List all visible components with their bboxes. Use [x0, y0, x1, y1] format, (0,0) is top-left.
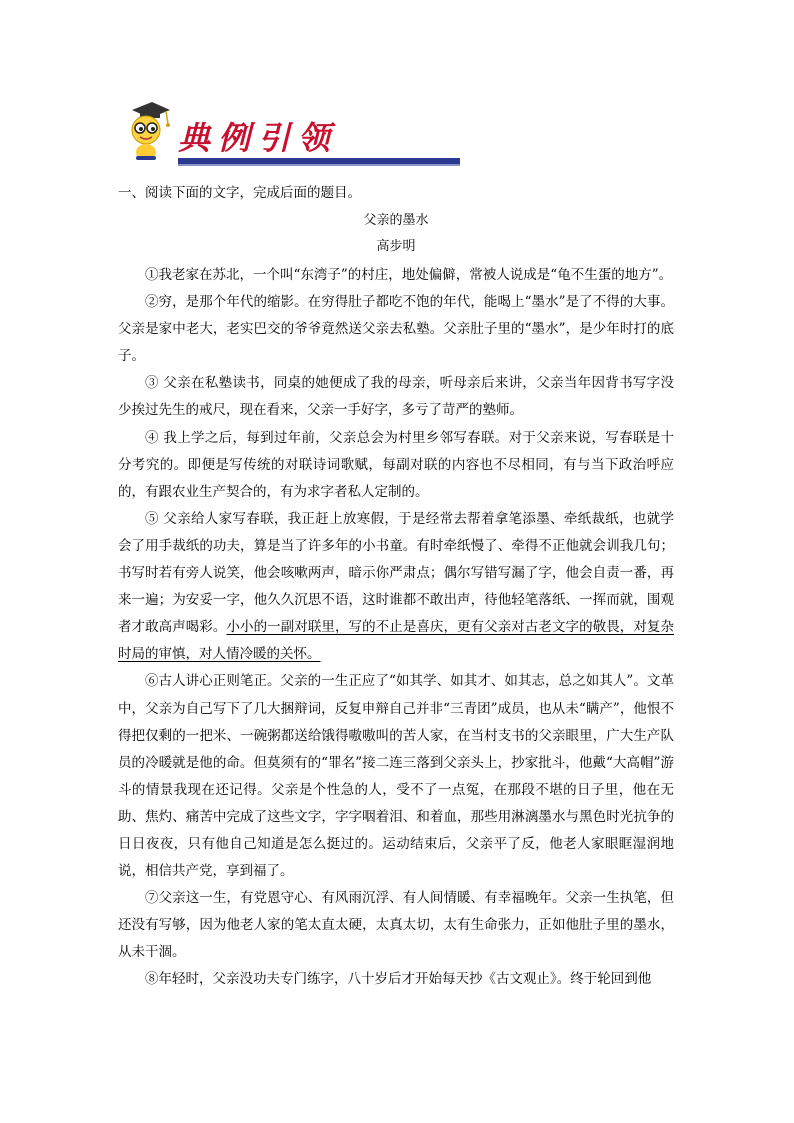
header-title: 典例引领 — [178, 119, 339, 157]
question-prompt: 一、阅读下面的文字，完成后面的题目。 — [118, 185, 361, 201]
paragraph-3: ③ 父亲在私塾读书，同桌的她便成了我的母亲，听母亲后来讲，父亲当年因背书写字没少挨过先生的戒尺，现在看来，父亲一手好字，多亏了苛严的塾师。 — [118, 375, 674, 419]
paragraph-8: ⑧年轻时，父亲没功夫专门练字，八十岁后才开始每天抄《古文观止》。终于轮回到他 — [145, 971, 652, 988]
paragraph-1: ①我老家在苏北，一个叫“东湾子”的村庄，地处偏僻，常被人说成是“龟不生蛋的地方”。 — [145, 267, 673, 283]
paragraph-4: ④ 我上学之后，每到过年前，父亲总会为村里乡邻写春联。对于父亲来说，写春联是十分考究的。即便是写传统的对联诗词歌赋，每副对联的内容也不尽相同，有与当下政治呼应的，有跟农业生产契合的，有为求字者私人定制的。 — [118, 429, 674, 500]
paragraph-5-text: ⑤ 父亲给人家写春联，我正赶上放寒假，于是经常去帮着拿笔添墨、牵纸裁纸，也就学会了用手裁纸的功夫，算是当了许多年的小书童。有时牵纸慢了、牵得不正他就会训我几句；书写时若有旁人说笑，他会咳嗽两声，暗示你严肃点；偶尔写错写漏了字，他会自责一番，再来一遍；为安妥一字，他久久沉思不语，这时谁都不敢出声，待他轻笔落纸、一挥而就，围观者才敢高声喝彩。 — [118, 510, 674, 636]
header-underline-shadow — [178, 164, 460, 166]
underlined-sentence: 小小的一副对联里，写的不止是喜庆，更有父亲对古老文字的敬畏，对复杂时局的审慎，对人情冷暖的关怀。 — [118, 619, 674, 663]
article-title: 父亲的墨水 — [363, 213, 429, 228]
paragraph-7: ⑦父亲这一生，有党恩守心、有风雨沉浮、有人间情暖、有幸福晚年。父亲一生执笔，但还没有写够，因为他老人家的笔太直太硬，太真太切，太有生命张力，正如他肚子里的墨水，从未干涸。 — [118, 890, 674, 961]
paragraph-2: ②穷，是那个年代的缩影。在穷得肚子都吃不饱的年代，能喝上“墨水”是了不得的大事。父亲是家中老大，老实巴交的爷爷竟然送父亲去私塾。父亲肚子里的“墨水”，是少年时打的底子。 — [118, 294, 674, 365]
article-body — [118, 262, 674, 994]
paragraph-6: ⑥古人讲心正则笔正。父亲的一生正应了“如其学、如其才、如其志，总之如其人”。文革中，父亲为自己写下了几大捆辩词，反复申辩自己并非“三青团”成员，也从未“瞒产”，他恨不得把仅剩的一把米、一碗粥都送给饿得嗷嗷叫的苦人家，在当村支书的父亲眼里，广大生产队员的冷暖就是他的命。但莫须有的“罪名”接二连三落到父亲头上，抄家批斗，他戴“大高帽”游斗的情景我现在还记得。父亲是个性急的人，受不了一点冤，在那段不堪的日子里，他在无助、焦灼、痛苦中完成了这些文字，字字咽着泪、和着血，那些用淋漓墨水与黑色时光抗争的日日夜夜，只有他自己知道是怎么挺过的。运动结束后，父亲平了反，他老人家眼眶湿润地说，相信共产党，享到福了。 — [118, 673, 674, 880]
scholar-mascot-icon — [118, 100, 176, 162]
section-header — [118, 100, 348, 170]
paragraph-5 — [118, 506, 674, 669]
article-author: 高步明 — [376, 239, 416, 254]
